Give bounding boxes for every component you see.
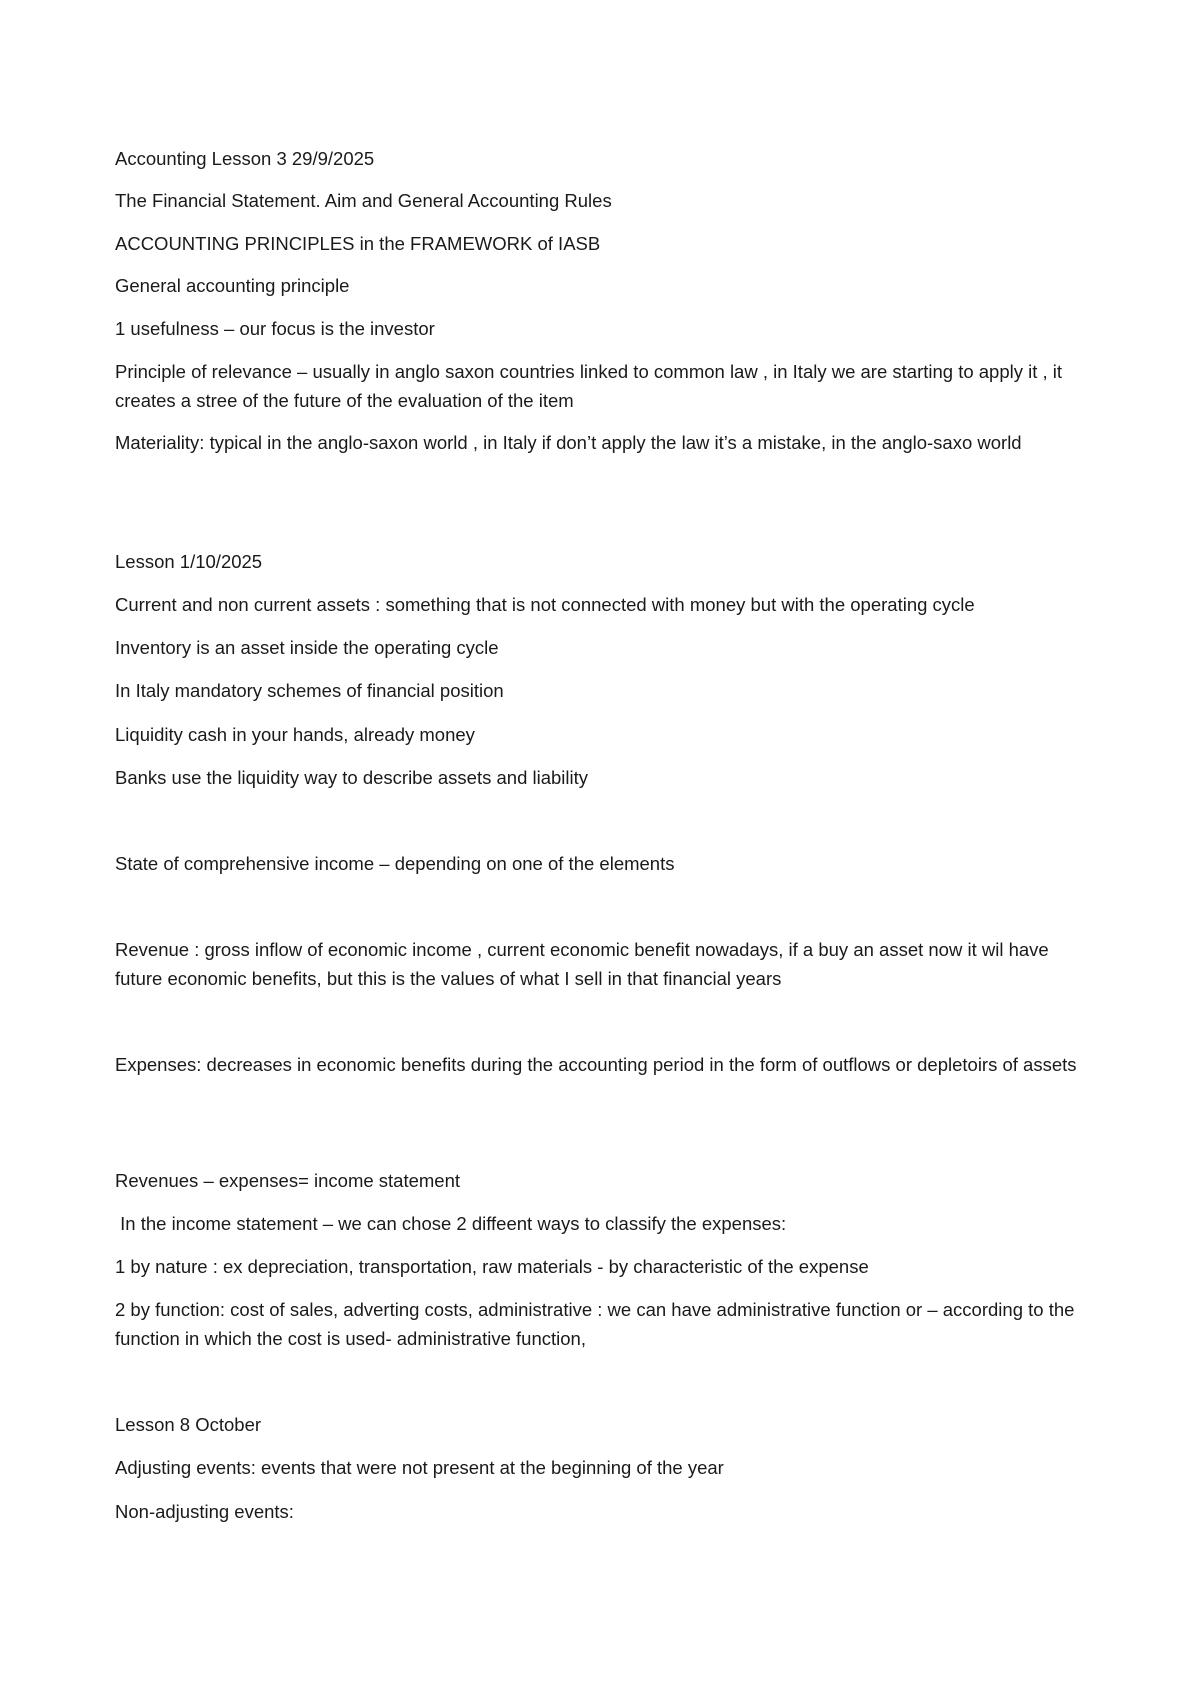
lesson-8-october-heading: Lesson 8 October — [115, 1414, 262, 1435]
lesson-1-10-heading: Lesson 1/10/2025 — [115, 551, 263, 572]
non-adjusting-events-line: Non-adjusting events: — [115, 1501, 294, 1522]
liquidity-line: Liquidity cash in your hands, already money — [115, 724, 475, 745]
income-statement-line: Revenues – expenses= income statement — [115, 1170, 461, 1191]
general-principle-line: General accounting principle — [115, 275, 350, 296]
by-function-paragraph: 2 by function: cost of sales, adverting costs, administrative : we can have administrative function or – according to the function in which the cost is used- administrative function, — [115, 1299, 1075, 1349]
usefulness-line: 1 usefulness – our focus is the investor — [115, 318, 435, 339]
revenue-paragraph: Revenue : gross inflow of economic income , current economic benefit nowadays, if a buy an asset now it wil have future economic benefits, but this is the values of what I sell in that financial years — [115, 939, 1049, 989]
italy-schemes-line: In Italy mandatory schemes of financial position — [115, 680, 504, 701]
adjusting-events-line: Adjusting events: events that were not present at the beginning of the year — [115, 1457, 724, 1478]
expenses-paragraph: Expenses: decreases in economic benefits during the accounting period in the form of outflows or depletoirs of assets — [115, 1054, 1077, 1075]
materiality-paragraph: Materiality: typical in the anglo-saxon world , in Italy if don’t apply the law it’s a mistake, in the anglo-saxo world — [115, 432, 1022, 453]
relevance-paragraph: Principle of relevance – usually in anglo saxon countries linked to common law , in Italy we are starting to apply it , it creates a stree of the future of the evaluation of the item — [115, 361, 1063, 411]
banks-line: Banks use the liquidity way to describe assets and liability — [115, 767, 589, 788]
by-nature-line: 1 by nature : ex depreciation, transportation, raw materials - by characteristic of the expense — [115, 1256, 869, 1277]
current-assets-line: Current and non current assets : something that is not connected with money but with the operating cycle — [115, 594, 975, 615]
classify-expenses-line: In the income statement – we can chose 2 diffeent ways to classify the expenses: — [115, 1213, 787, 1234]
accounting-principles-heading: ACCOUNTING PRINCIPLES in the FRAMEWORK of IASB — [115, 233, 601, 254]
comprehensive-income-line: State of comprehensive income – depending on one of the elements — [115, 853, 675, 874]
lesson-3-heading: Accounting Lesson 3 29/9/2025 — [115, 148, 375, 169]
inventory-line: Inventory is an asset inside the operating cycle — [115, 637, 499, 658]
financial-statement-title: The Financial Statement. Aim and General Accounting Rules — [115, 190, 612, 211]
